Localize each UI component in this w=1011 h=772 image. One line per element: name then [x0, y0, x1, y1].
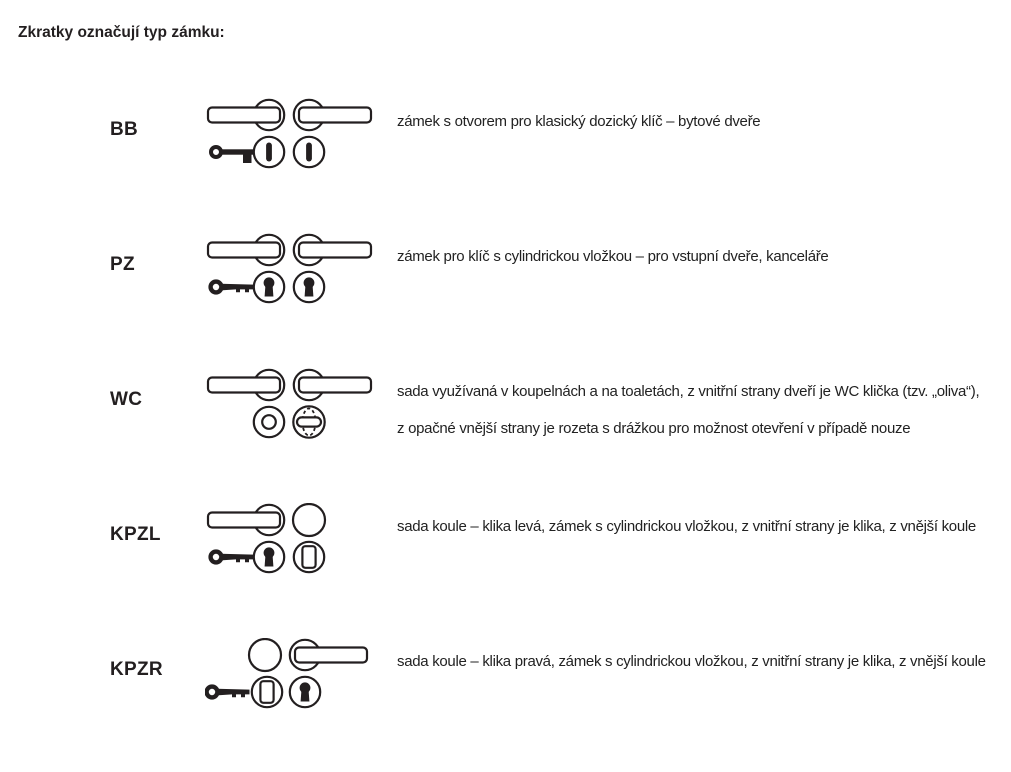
door-knob-icon [249, 639, 281, 671]
wc-oliva-turn-icon [293, 406, 324, 437]
pz-keyhole-rosette-icon [254, 272, 284, 302]
wc-groove-rosette-icon [254, 407, 284, 437]
lock-icon-cluster [205, 638, 375, 710]
lever-handle-right-icon [290, 640, 367, 670]
lock-type-description [397, 643, 1007, 680]
lock-type-row-bb [0, 97, 1011, 232]
door-knob-icon [293, 504, 325, 536]
lock-icon-cluster [205, 503, 375, 575]
lever-handle-left-icon [208, 505, 284, 535]
lock-type-code: BB [110, 119, 139, 140]
lock-type-description [397, 373, 1007, 447]
bb-keyhole-rosette-icon [294, 137, 324, 167]
lever-handle-left-icon [208, 235, 284, 265]
description-line: sada koule – klika levá, zámek s cylindrickou vložkou, z vnitřní strany je klika, z vnější koule [397, 518, 976, 535]
knob-plate-rosette-icon [294, 542, 324, 572]
lever-handle-right-icon [294, 370, 371, 400]
lock-icon-cluster [205, 233, 375, 305]
pz-keyhole-rosette-icon [290, 677, 320, 707]
lock-type-code: WC [110, 389, 143, 410]
lock-type-description [397, 238, 1007, 275]
description-line: sada využívaná v koupelnách a na toaletách, z vnitřní strany dveří je WC klička (tzv. „oliva“), [397, 383, 980, 400]
lever-handle-right-icon [294, 235, 371, 265]
lock-icon-cluster [205, 98, 375, 170]
page-title: Zkratky označují typ zámku: [18, 24, 225, 41]
lock-type-description [397, 103, 1007, 140]
knob-plate-rosette-icon [252, 677, 282, 707]
lock-type-row-kpzl [0, 502, 1011, 637]
lock-type-row-kpzr [0, 637, 1011, 772]
cylinder-key-icon [211, 282, 254, 293]
lever-handle-right-icon [294, 100, 371, 130]
description-line: sada koule – klika pravá, zámek s cylindrickou vložkou, z vnitřní strany je klika, z vnější koule [397, 653, 986, 670]
lock-icon-cluster [205, 368, 375, 440]
description-line: zámek s otvorem pro klasický dozický klíč – bytové dveře [397, 113, 761, 130]
pz-keyhole-rosette-icon [294, 272, 324, 302]
description-line: zámek pro klíč s cylindrickou vložkou – pro vstupní dveře, kanceláře [397, 248, 829, 265]
lock-type-code: KPZL [110, 524, 161, 545]
bit-key-icon [211, 147, 254, 163]
lock-type-row-wc [0, 367, 1011, 502]
lever-handle-left-icon [208, 370, 284, 400]
pz-keyhole-rosette-icon [254, 542, 284, 572]
lock-type-code: PZ [110, 254, 135, 275]
lock-type-row-pz [0, 232, 1011, 367]
lock-type-description [397, 508, 1007, 545]
cylinder-key-icon [207, 687, 250, 698]
lock-type-code: KPZR [110, 659, 163, 680]
lever-handle-left-icon [208, 100, 284, 130]
description-line: z opačné vnější strany je rozeta s drážkou pro možnost otevření v případě nouze [397, 420, 911, 437]
bb-keyhole-rosette-icon [254, 137, 284, 167]
cylinder-key-icon [211, 552, 254, 563]
